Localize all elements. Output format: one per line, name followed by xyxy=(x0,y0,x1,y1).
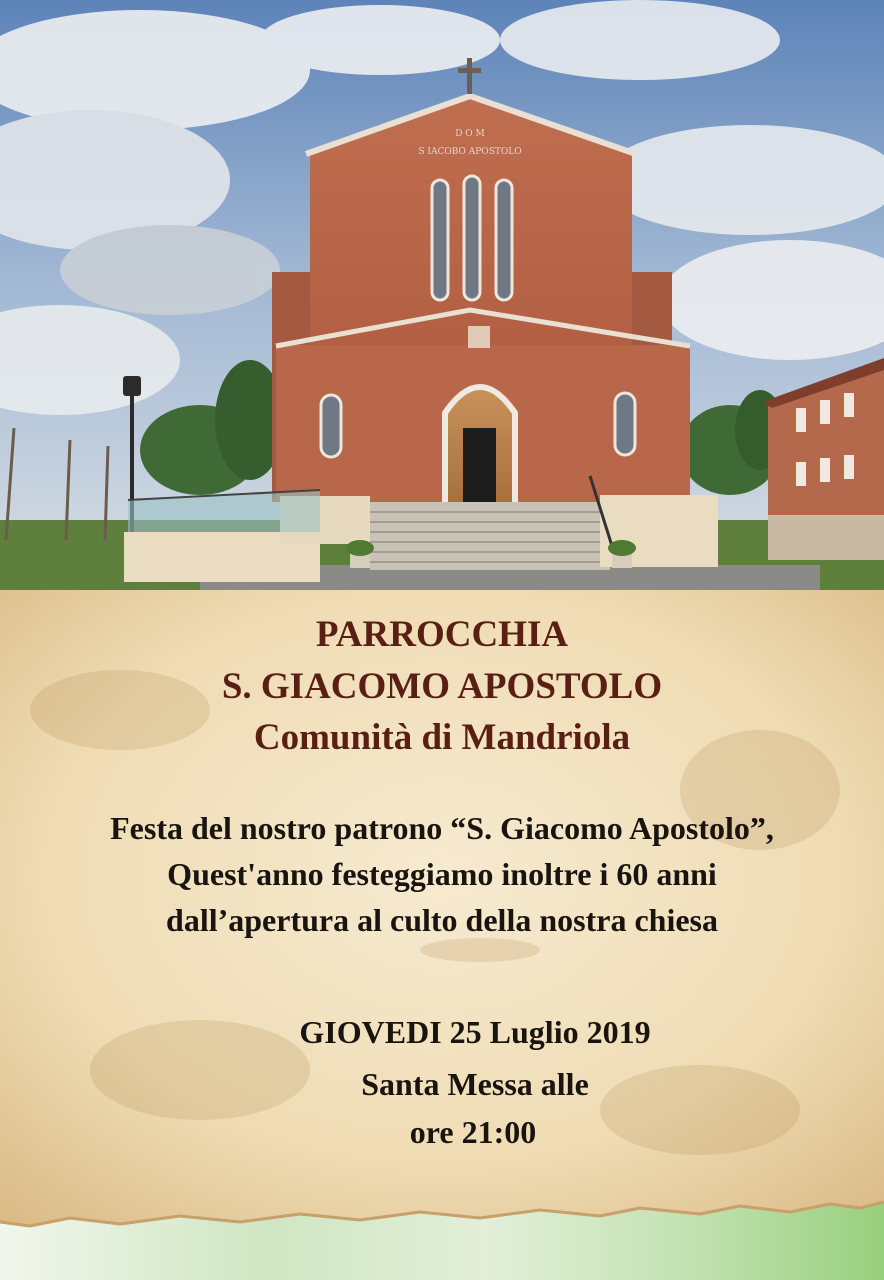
church-photo xyxy=(0,0,884,592)
message-line-1: Festa del nostro patrono “S. Giacomo Apostolo”, xyxy=(110,810,774,846)
message-line-2: Quest'anno festeggiamo inoltre i 60 anni xyxy=(167,856,717,892)
heading-parish: PARROCCHIA xyxy=(315,614,569,655)
heading-community: Comunità di Mandriola xyxy=(253,717,631,758)
event-activity: Santa Messa alle xyxy=(361,1066,589,1102)
svg-text:D O M: D O M xyxy=(455,129,485,139)
message-line-3: dall’apertura al culto della nostra chiesa xyxy=(166,902,718,938)
heading-parish-name: S. GIACOMO APOSTOLO xyxy=(221,666,663,707)
svg-text:S IACOBO APOSTOLO: S IACOBO APOSTOLO xyxy=(418,147,522,157)
parchment-panel xyxy=(0,590,884,1280)
event-time: ore 21:00 xyxy=(409,1114,537,1150)
event-date: GIOVEDI 25 Luglio 2019 xyxy=(299,1014,651,1050)
